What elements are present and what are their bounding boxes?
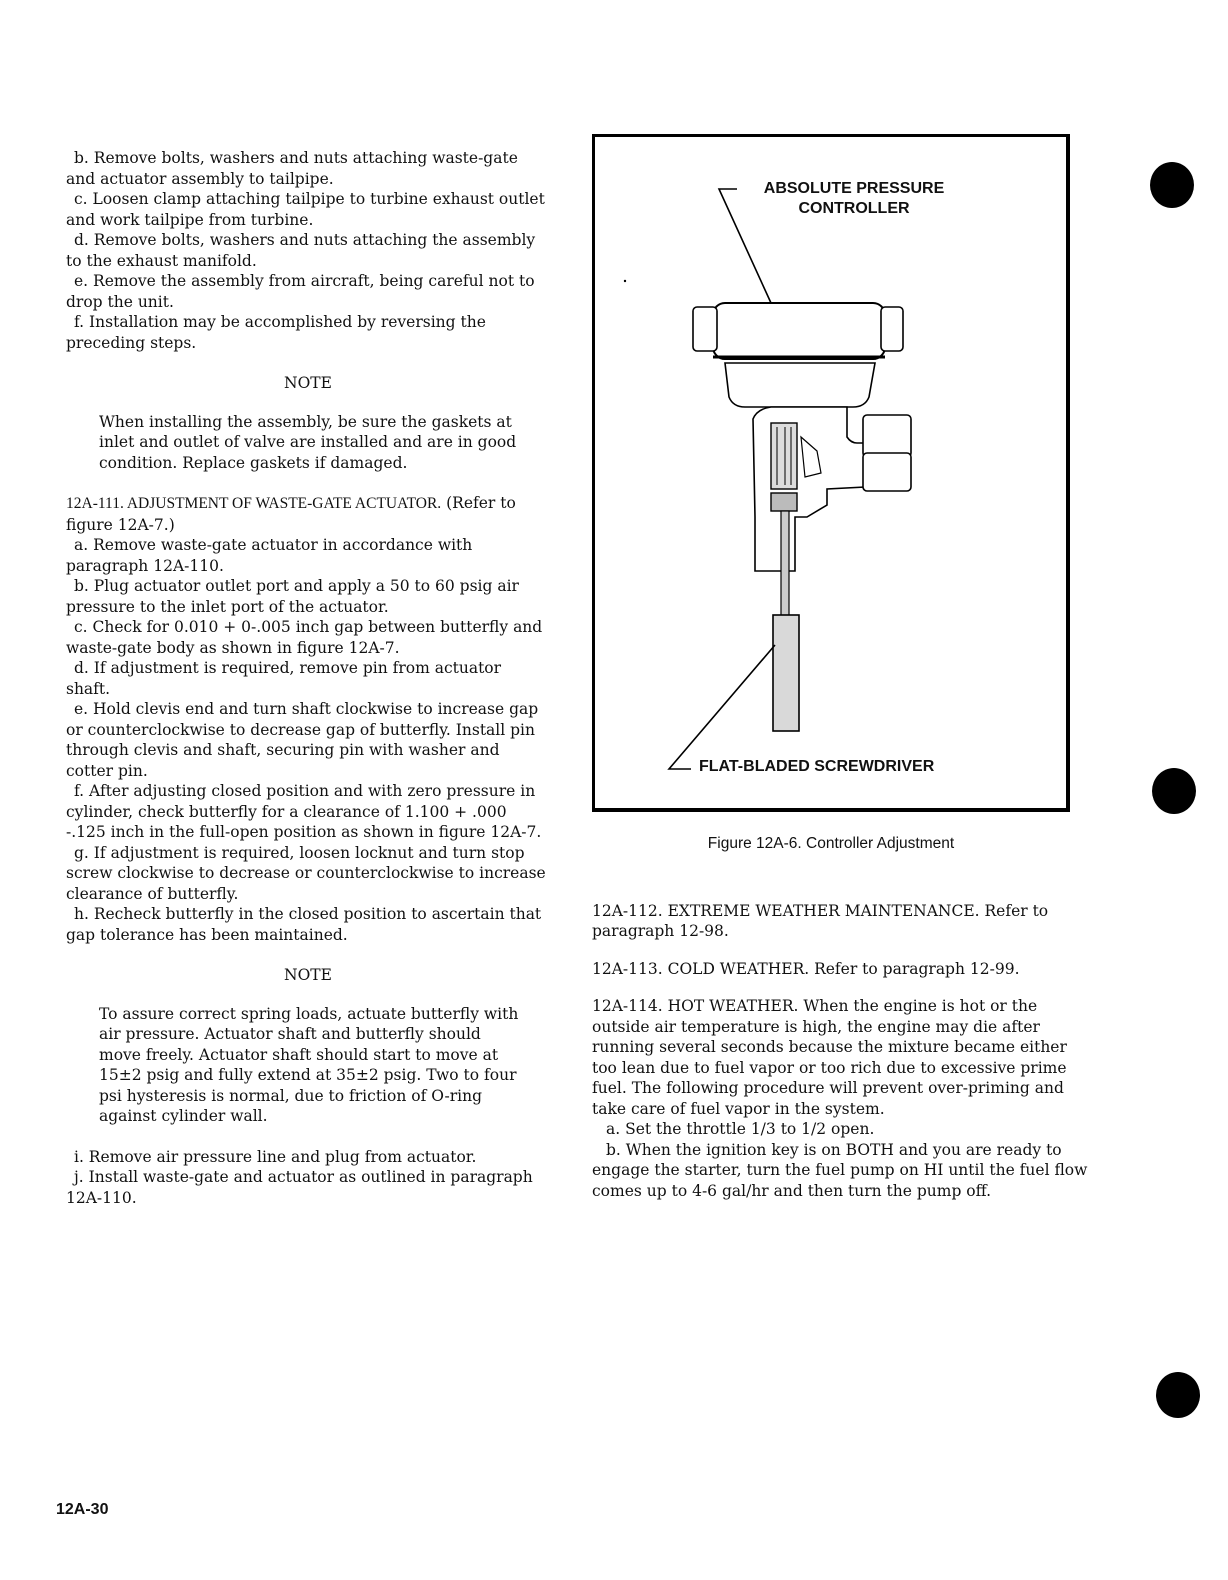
note-1-body [99,412,519,474]
note-2-text: To assure correct spring loads, actuate butterfly with air pressure. Actuator shaft and butterfly should move freely. Actuator shaft should start to move at 15±2 psig and fully extend at 35±2 psig. Two to four psi hysteresis is normal, due to friction of O-ring against cylinder wall. [99,1004,519,1125]
right-text-block [592,901,1088,1202]
section-12a-111 [66,493,550,535]
controller-body [725,363,875,407]
binder-hole-bottom [1156,1372,1200,1418]
section-12a-112: 12A-112. EXTREME WEATHER MAINTENANCE. Refer to paragraph 12-98. [592,901,1049,940]
controller-cap [713,303,885,359]
section-12a-113: 12A-113. COLD WEATHER. Refer to paragraph 12-99. [592,959,1020,978]
locknut [771,493,797,511]
controller-illustration [595,137,1073,815]
controller-left-knob [693,307,717,351]
callout-flat-bladed-screwdriver: FLAT-BLADED SCREWDRIVER [699,758,935,775]
step-a-remove-actuator: a. Remove waste-gate actuator in accordance with paragraph 12A-110. [66,536,473,575]
step-f-check-clearance: f. After adjusting closed position and with zero pressure in cylinder, check butterfly for a clearance of 1.100 + .000 -.125 inch in the full-open position as shown in figure 12A-7. [66,782,542,841]
note-2-title: NOTE [284,966,332,984]
page-number: 12A-30 [56,1501,109,1518]
note-1-title: NOTE [284,374,332,392]
note-1-text: When installing the assembly, be sure the gaskets at inlet and outlet of valve are installed and are in good condition. Replace gaskets if damaged. [99,412,517,472]
step-e-remove-assembly: e. Remove the assembly from aircraft, being careful not to drop the unit. [66,272,535,311]
step-h-recheck-butterfly: h. Recheck butterfly in the closed position to ascertain that gap tolerance has been maintained. [66,905,542,944]
section-12a-111-heading: 12A-111. ADJUSTMENT OF WASTE-GATE ACTUATOR. [66,495,442,512]
section-12a-111-ref: (Refer to figure 12A-7.) [66,494,516,534]
right-column [592,134,1088,1201]
step-d-remove-pin: d. If adjustment is required, remove pin from actuator shaft. [66,659,502,698]
figure-caption: Figure 12A-6. Controller Adjustment [707,835,955,852]
port-fitting-upper [863,415,911,457]
step-i-remove-air-line: i. Remove air pressure line and plug from actuator. [74,1147,477,1166]
binder-hole-middle [1152,768,1196,814]
step-c-loosen-clamp: c. Loosen clamp attaching tailpipe to turbine exhaust outlet and work tailpipe from turbine. [66,190,545,229]
valve-housing [753,407,865,571]
step-c-check-gap: c. Check for 0.010 + 0-.005 inch gap between butterfly and waste-gate body as shown in figure 12A-7. [66,618,543,657]
figure-12a-6 [592,134,1070,812]
callout-absolute-pressure-controller: ABSOLUTE PRESSURE CONTROLLER [763,180,945,217]
left-column [66,148,550,1208]
bottom-leader-line [669,645,775,769]
screwdriver-shaft [781,511,789,617]
step-f-installation: f. Installation may be accomplished by reversing the preceding steps. [66,313,486,352]
binder-hole-top [1150,162,1194,208]
note-2-body [99,1004,519,1127]
step-g-adjust-stop-screw: g. If adjustment is required, loosen locknut and turn stop screw clockwise to decrease or counterclockwise to increase clearance of butterfly. [66,843,546,903]
screwdriver-handle [773,615,799,731]
controller-right-knob [881,307,903,351]
step-b-remove-bolts: b. Remove bolts, washers and nuts attaching waste-gate and actuator assembly to tailpipe. [66,149,518,188]
port-fitting-lower [863,453,911,491]
step-a-set-throttle: a. Set the throttle 1/3 to 1/2 open. [606,1120,875,1138]
step-e-hold-clevis: e. Hold clevis end and turn shaft clockwise to increase gap or counterclockwise to decrease gap of butterfly. Install pin through clevis and shaft, securing pin with washer and cotter pin. [66,700,539,780]
step-d-remove-bolts-manifold: d. Remove bolts, washers and nuts attaching the assembly to the exhaust manifold. [66,231,536,270]
stray-dot [624,280,626,282]
section-12a-114: 12A-114. HOT WEATHER. When the engine is hot or the outside air temperature is high, the engine may die after running several seconds because the mixture became either too lean due to fuel vapor or too rich due to excessive prime fuel. The following procedure will prevent over-priming and take care of fuel vapor in the system. [592,997,1067,1118]
adjusting-screw [771,423,797,489]
step-b-fuel-pump: b. When the ignition key is on BOTH and you are ready to engage the starter, turn the fuel pump on HI until the fuel flow comes up to 4-6 gal/hr and then turn the pump off. [592,1140,1088,1200]
step-j-install-actuator: j. Install waste-gate and actuator as outlined in paragraph 12A-110. [66,1168,533,1207]
step-b-plug-outlet: b. Plug actuator outlet port and apply a 50 to 60 psig air pressure to the inlet port of the actuator. [66,577,519,616]
